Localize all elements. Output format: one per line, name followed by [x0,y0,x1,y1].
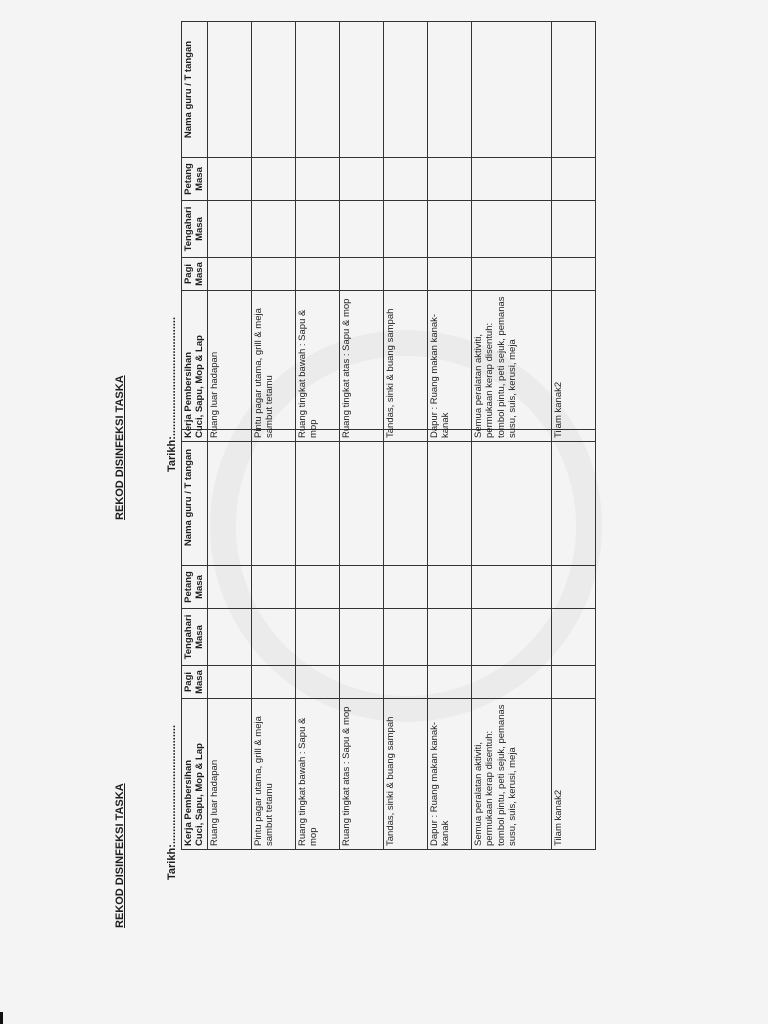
petang-cell[interactable] [471,566,551,609]
petang-cell[interactable] [251,158,295,201]
petang-cell[interactable] [207,158,251,201]
task-cell: Semua peralatan aktiviti, permukaan kerap disentuh: tombol pintu, peti sejuk, pemanas susu, suis, kerusi, meja [471,699,551,850]
task-cell: Tilam kanak2 [551,291,595,442]
signature-cell[interactable] [551,22,595,158]
signature-cell[interactable] [427,22,471,158]
form-title: REKOD DISINFEKSI TASKA [114,375,126,520]
table-row [427,22,471,442]
table-row [471,22,551,442]
petang-cell[interactable] [339,158,383,201]
signature-cell[interactable] [251,22,295,158]
pagi-cell[interactable] [471,666,551,699]
cleaning-record-table [181,21,596,442]
task-cell: Tilam kanak2 [551,699,595,850]
task-cell: Tandas, sinki & buang sampah [383,699,427,850]
task-header: Kerja Pembersihan Cuci, Sapu, Mop & Lap [182,699,208,850]
petang-cell[interactable] [339,566,383,609]
signature-cell[interactable] [339,22,383,158]
task-cell: Ruang luar hadapan [207,699,251,850]
petang-cell[interactable] [295,158,339,201]
scan-edge-mark [0,1012,3,1024]
signature-header: Nama guru / T tangan [182,430,208,566]
tengahari-cell[interactable] [339,201,383,258]
tengahari-cell[interactable] [383,201,427,258]
pagi-cell[interactable] [551,258,595,291]
table-row [339,22,383,442]
pagi-header: Pagi Masa [182,258,208,291]
table-header-row [182,22,208,442]
task-cell: Dapur : Ruang makan kanak-kanak [427,291,471,442]
tengahari-cell[interactable] [207,201,251,258]
pagi-cell[interactable] [207,666,251,699]
task-cell: Ruang luar hadapan [207,291,251,442]
pagi-cell[interactable] [207,258,251,291]
pagi-cell[interactable] [339,258,383,291]
petang-cell[interactable] [295,566,339,609]
tengahari-cell[interactable] [383,609,427,666]
pagi-cell[interactable] [295,258,339,291]
tengahari-cell[interactable] [339,609,383,666]
petang-header: Petang Masa [182,158,208,201]
pagi-cell[interactable] [551,666,595,699]
petang-cell[interactable] [471,158,551,201]
petang-cell[interactable] [551,158,595,201]
tengahari-cell[interactable] [427,201,471,258]
signature-header: Nama guru / T tangan [182,22,208,158]
tengahari-header: Tengahari Masa [182,609,208,666]
pagi-cell[interactable] [383,666,427,699]
task-cell: Ruang tingkat atas : Sapu & mop [339,291,383,442]
signature-cell[interactable] [383,22,427,158]
tengahari-cell[interactable] [551,201,595,258]
petang-cell[interactable] [427,566,471,609]
petang-cell[interactable] [427,158,471,201]
petang-cell[interactable] [383,566,427,609]
tengahari-cell[interactable] [471,201,551,258]
petang-cell[interactable] [551,566,595,609]
task-cell: Pintu pagar utama, grill & meja sambut tetamu [251,699,295,850]
petang-cell[interactable] [383,158,427,201]
task-cell: Ruang tingkat bawah : Sapu & mop [295,291,339,442]
tengahari-cell[interactable] [207,609,251,666]
pagi-header: Pagi Masa [182,666,208,699]
task-header: Kerja Pembersihan Cuci, Sapu, Mop & Lap [182,291,208,442]
table-row [295,22,339,442]
signature-cell[interactable] [207,22,251,158]
task-cell: Tandas, sinki & buang sampah [383,291,427,442]
petang-header: Petang Masa [182,566,208,609]
tengahari-cell[interactable] [295,201,339,258]
tengahari-header: Tengahari Masa [182,201,208,258]
tengahari-cell[interactable] [295,609,339,666]
task-cell: Ruang tingkat bawah : Sapu & mop [295,699,339,850]
table-row [207,22,251,442]
tengahari-cell[interactable] [251,201,295,258]
signature-cell[interactable] [295,22,339,158]
task-cell: Semua peralatan aktiviti, permukaan kerap disentuh: tombol pintu, peti sejuk, pemanas susu, suis, kerusi, meja [471,291,551,442]
tengahari-cell[interactable] [427,609,471,666]
form-title: REKOD DISINFEKSI TASKA [114,783,126,928]
date-field: Tarikh:....................................... [166,316,178,472]
pagi-cell[interactable] [339,666,383,699]
form-copy-right [114,8,634,528]
task-cell: Ruang tingkat atas : Sapu & mop [339,699,383,850]
pagi-cell[interactable] [251,666,295,699]
table-row [251,22,295,442]
pagi-cell[interactable] [471,258,551,291]
pagi-cell[interactable] [427,258,471,291]
signature-cell[interactable] [471,22,551,158]
pagi-cell[interactable] [383,258,427,291]
pagi-cell[interactable] [427,666,471,699]
task-cell: Pintu pagar utama, grill & meja sambut tetamu [251,291,295,442]
table-row [383,22,427,442]
petang-cell[interactable] [207,566,251,609]
tengahari-cell[interactable] [251,609,295,666]
table-row [551,22,595,442]
tengahari-cell[interactable] [471,609,551,666]
date-field: Tarikh:....................................... [166,724,178,880]
tengahari-cell[interactable] [551,609,595,666]
task-cell: Dapur : Ruang makan kanak-kanak [427,699,471,850]
petang-cell[interactable] [251,566,295,609]
pagi-cell[interactable] [251,258,295,291]
pagi-cell[interactable] [295,666,339,699]
